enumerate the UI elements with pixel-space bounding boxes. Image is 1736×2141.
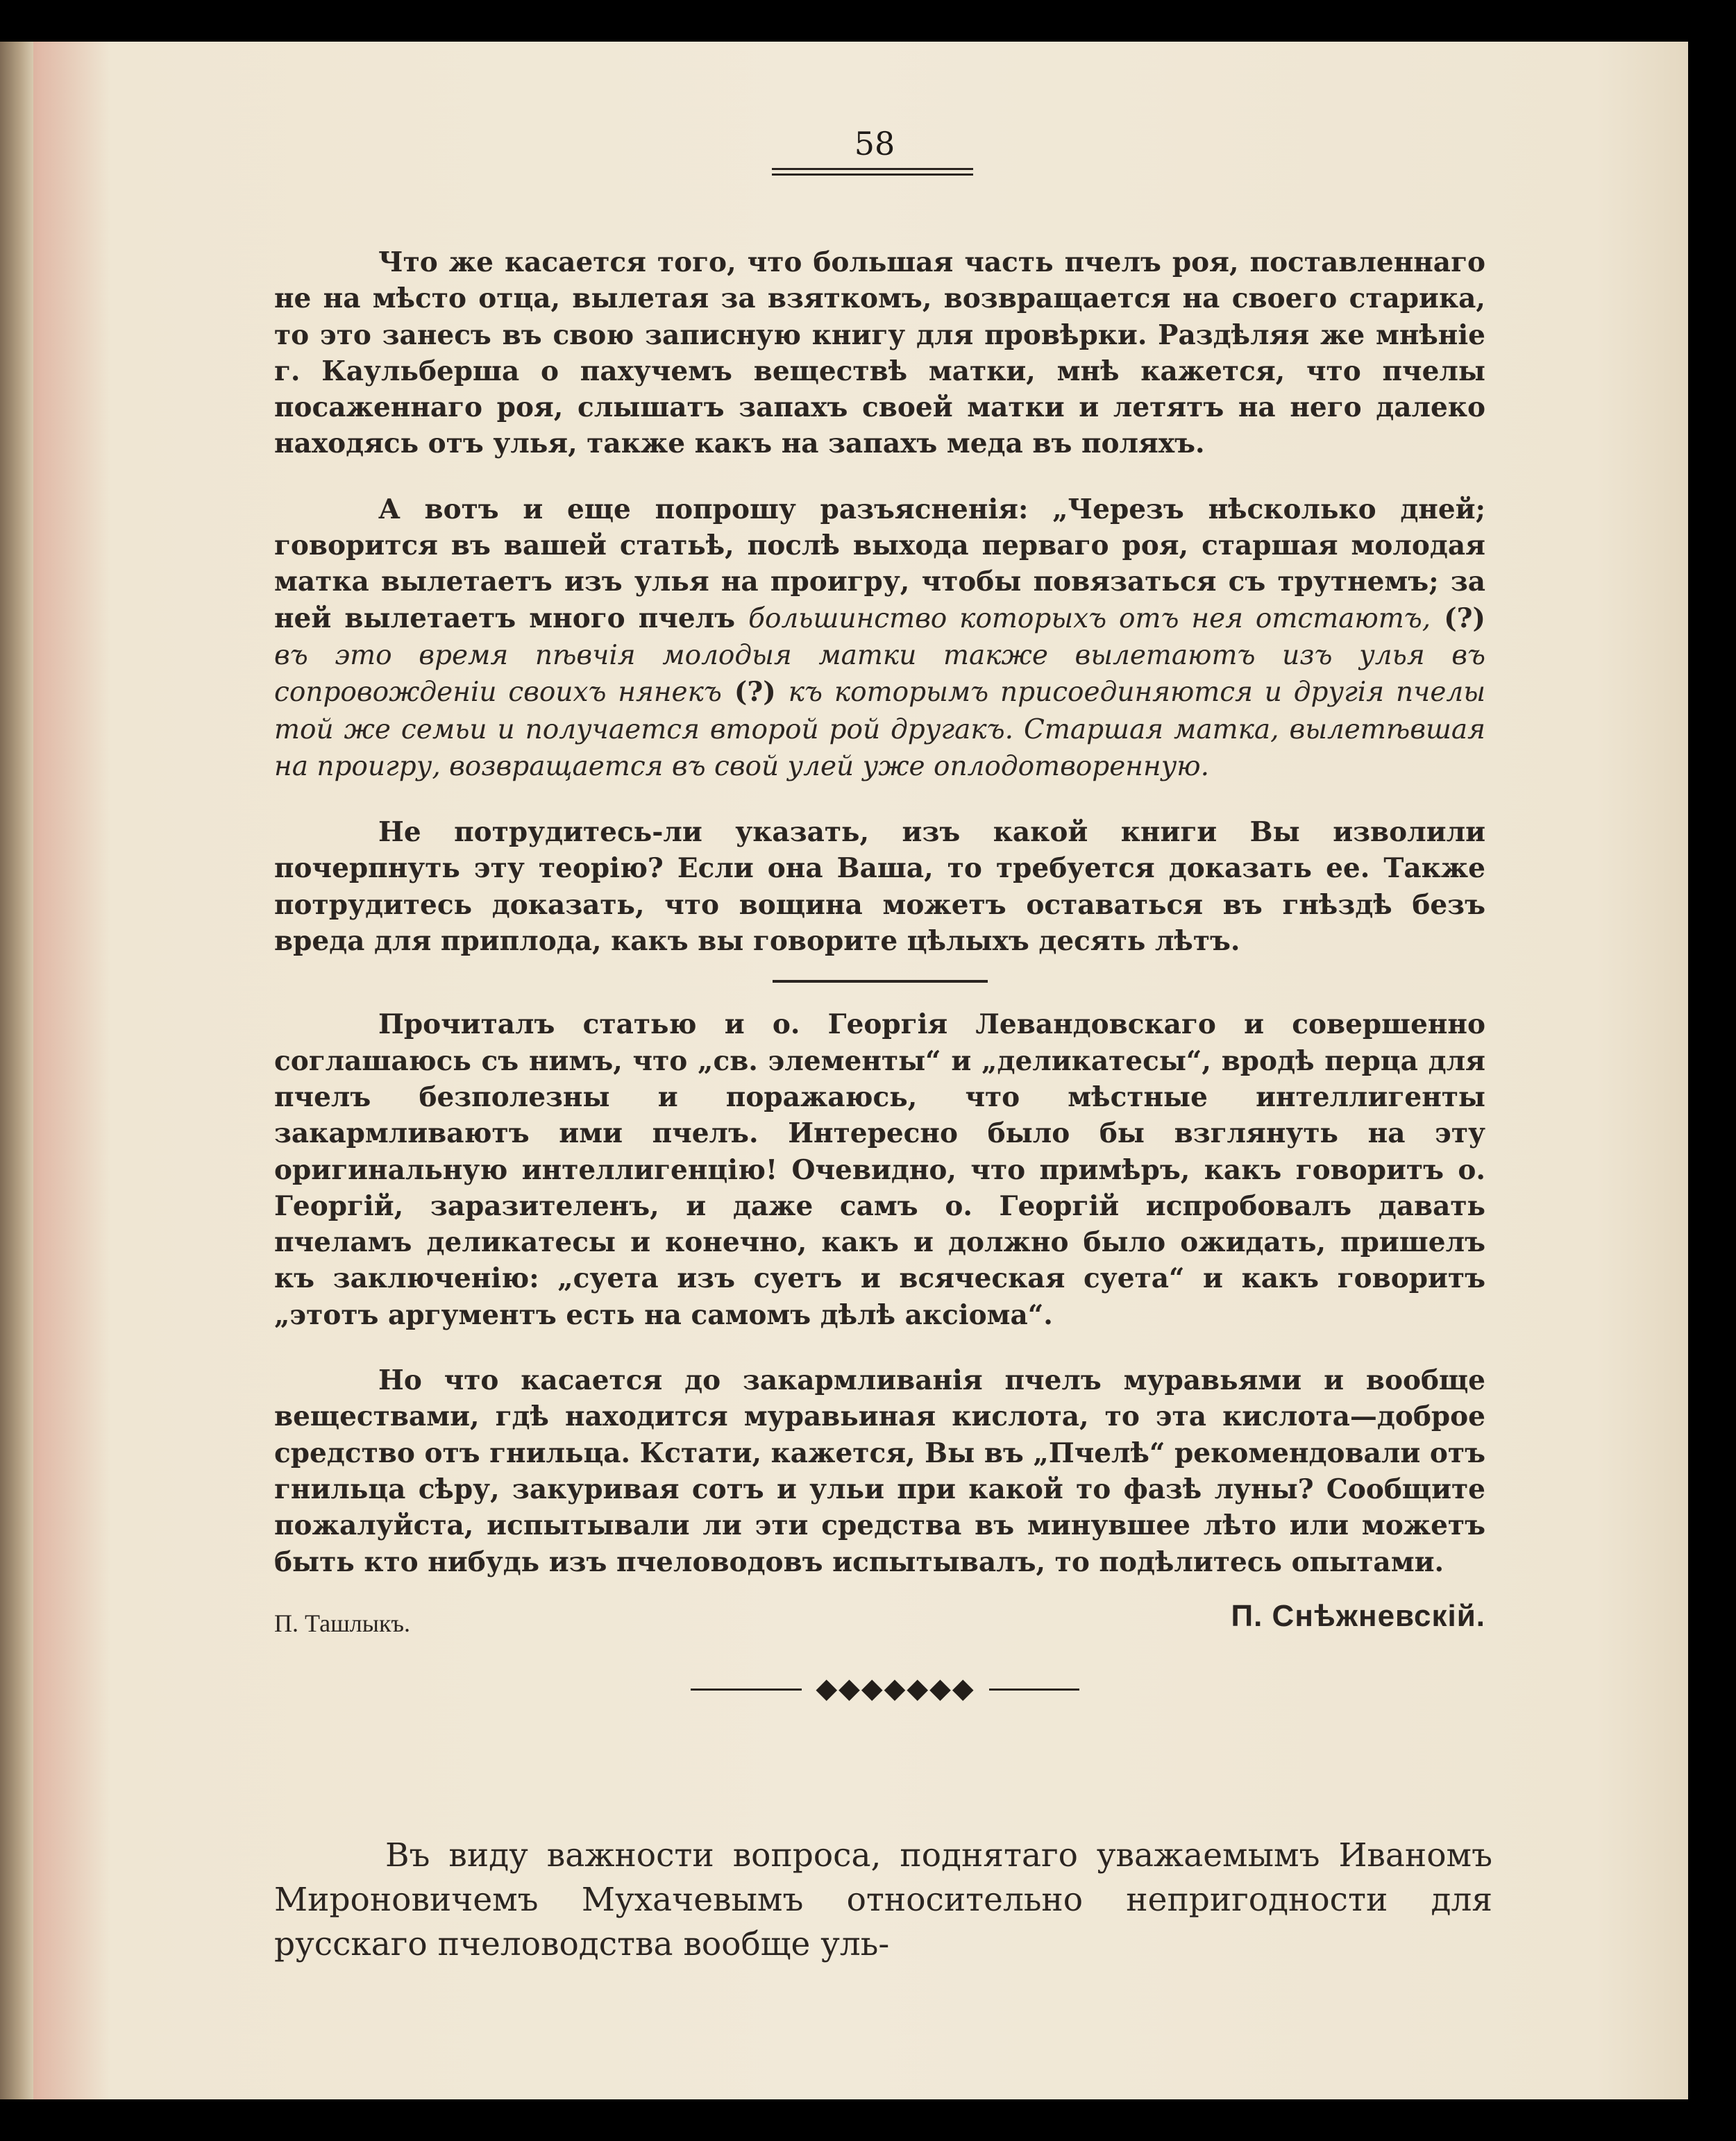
paragraph bbox=[274, 1006, 1485, 1333]
paragraph bbox=[274, 1362, 1485, 1580]
next-article-text: Въ виду важности вопроса, поднятаго уважаемымъ Иваномъ Мироновичемъ Мухачевымъ относительно непригодности для русскаго пчеловодства вообще уль- bbox=[274, 1836, 1492, 1963]
text-run: Что же касается того, что большая часть пчелъ роя, поставленнаго не на мѣсто отца, вылетая за взяткомъ, возвращается на своего старика, то это занесъ въ свою записную книгу для провѣрки. Раздѣляя же мнѣніе г. Каульберша о пахучемъ веществѣ матки, мнѣ кажется, что пчелы посаженнаго роя, слышатъ запахъ своей матки и летятъ на него далеко находясь отъ улья, также какъ на запахъ меда въ поляхъ. bbox=[274, 246, 1485, 460]
page-gutter bbox=[0, 42, 33, 2099]
page-number: 58 bbox=[854, 125, 895, 162]
ornament-line-right bbox=[989, 1689, 1079, 1691]
gutter-tint bbox=[33, 42, 110, 2099]
ornament-divider bbox=[274, 1670, 1485, 1709]
ornament-line-left bbox=[691, 1689, 802, 1691]
book-page bbox=[0, 42, 1688, 2099]
next-article bbox=[274, 1834, 1492, 1967]
page-number-rule-bottom bbox=[772, 174, 973, 176]
signature-place: П. Ташлыкъ. bbox=[274, 1609, 411, 1637]
signature-block bbox=[274, 1598, 1485, 1640]
ornament-diamonds: ◆◆◆◆◆◆◆ bbox=[816, 1671, 975, 1704]
text-run: Прочиталъ статью и о. Георгія Левандовскаго и совершенно соглашаюсь съ нимъ, что „св. элементы“ и „деликатесы“, вродѣ перца для пчелъ безполезны и поражаюсь, что мѣстные интеллигенты закармливаютъ ими пчелъ. Интересно было бы взглянуть на эту оригинальную интеллигенцію! Очевидно, что примѣръ, какъ говоритъ о. Георгій, заразителенъ, и даже самъ о. Георгій испробовалъ давать пчеламъ деликатесы и конечно, какъ и должно было ожидать, пришелъ къ заключенію: „суета изъ суетъ и всяческая суета“ и какъ говоритъ „этотъ аргументъ есть на самомъ дѣлѣ аксіома“. bbox=[274, 1008, 1485, 1331]
text-run: Но что касается до закармливанія пчелъ муравьями и вообще веществами, гдѣ находится муравьиная кислота, то эта кислота—доброе средство отъ гнильца. Кстати, кажется, Вы въ „Пчелѣ“ рекомендовали отъ гнильца сѣру, закуривая сотъ и ульи при какой то фазѣ луны? Сообщите пожалуйста, испытывали ли эти средства въ минувшее лѣто или можетъ быть кто нибудь изъ пчеловодовъ испытывалъ, то подѣлитесь опытами. bbox=[274, 1364, 1485, 1578]
letter-body bbox=[274, 244, 1485, 1709]
text-run: (?) bbox=[721, 676, 789, 709]
paragraph bbox=[274, 814, 1485, 959]
section-divider bbox=[773, 980, 988, 983]
italic-quote-run: въ это время пѣвчія молодыя матки также вылетаютъ изъ улья въ сопровожденіи своихъ нянекъ bbox=[274, 639, 1485, 709]
signature-author: П. Снѣжневскій. bbox=[1231, 1598, 1485, 1633]
italic-quote-run: большинство которыхъ отъ нея отстаютъ, bbox=[748, 602, 1431, 634]
text-run: Не потрудитесь-ли указать, изъ какой книги Вы изволили почерпнуть эту теорію? Если она Ваша, то требуется доказать ее. Также потрудитесь доказать, что вощина можетъ оставаться въ гнѣздѣ безъ вреда для приплода, какъ вы говорите цѣлыхъ десять лѣтъ. bbox=[274, 816, 1485, 958]
text-run: А вотъ и еще попрошу разъясненія: „Черезъ нѣсколько дней; говорится въ вашей статьѣ, послѣ выхода перваго роя, старшая молодая матка вылетаетъ изъ улья на проигру, чтобы повязаться съ трутнемъ; за ней вылетаетъ много пчелъ bbox=[274, 493, 1485, 634]
page-number-rule-top bbox=[772, 168, 973, 170]
paragraph bbox=[274, 244, 1485, 462]
text-run: (?) bbox=[1431, 602, 1485, 634]
italic-quote-run: къ которымъ присоединяются и другія пчелы той же семьи и получается второй рой другакъ. Старшая матка, вылетѣвшая на проигру, возвращается въ свой улей уже оплодотворенную. bbox=[274, 677, 1485, 782]
paragraph bbox=[274, 491, 1485, 785]
